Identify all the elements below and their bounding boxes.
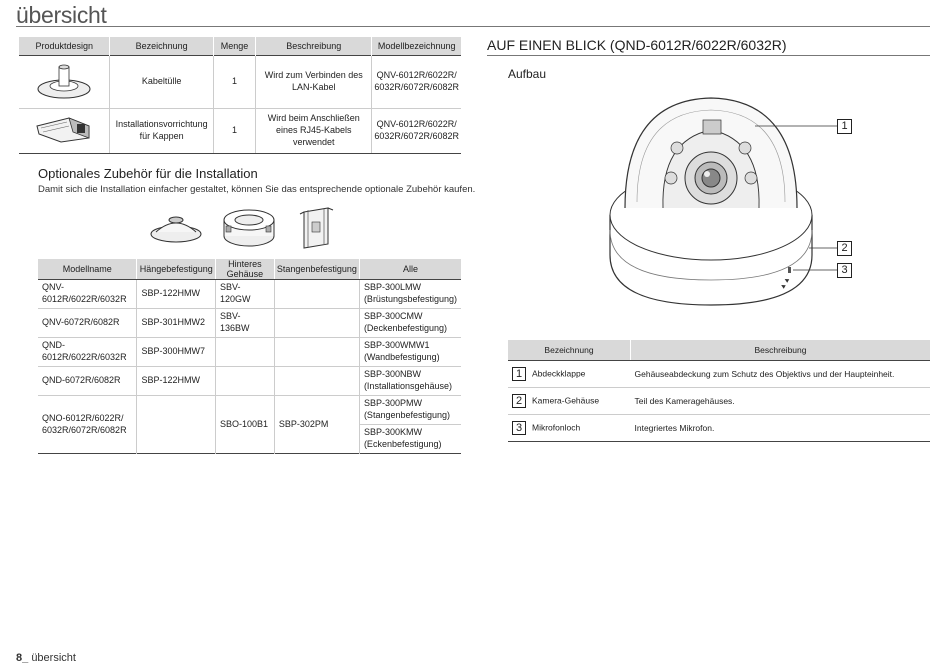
svg-text:▲▲: ▲▲ [778,275,792,291]
all-model: SBP-300KMW [363,427,422,438]
all-model: SBP-300LMW [363,282,421,293]
col-header: Bezeichnung [110,37,213,56]
component-label: Mikrofonloch [532,422,581,433]
parts-table [18,37,461,154]
table-row [38,280,461,309]
all-note: (Eckenbefestigung) [363,439,442,449]
hanging-cell [137,396,216,454]
component-label: Kamera-Gehäuse [532,395,600,406]
component-number: 1 [512,367,526,381]
all-cell [359,425,461,454]
optional-title: Optionales Zubehör für die Installation [38,166,258,181]
table-row [38,338,461,367]
col-header: Beschreibung [631,340,931,361]
parts-name: Kabeltülle [110,56,213,109]
parts-model: QNV-6012R/6022R/ 6032R/6072R/6082R [372,56,461,109]
page-footer [16,652,76,664]
col-header: Modellbezeichnung [372,37,461,56]
component-number: 3 [512,421,526,435]
back-box-icon [220,206,278,250]
pole-cell [274,280,359,309]
model-cell: QND-6012R/6022R/6032R [42,340,127,362]
hanging-mount-icon [148,210,204,246]
footer-section: übersicht [31,652,76,664]
section-rule [487,55,930,56]
parts-desc: Wird beim Anschließen eines RJ45-Kabels verwendet [256,109,372,154]
component-table [508,340,930,442]
table-row [508,415,930,442]
all-model: SBP-300CMW [363,311,423,322]
optional-accessory-table [38,259,461,454]
pole-cell [274,338,359,367]
cable-grommet-icon [19,56,110,109]
header-rule [16,26,930,27]
all-cell [359,309,461,338]
hanging-cell: SBP-122HMW [137,280,216,309]
table-row [38,396,461,425]
table-row [38,309,461,338]
all-model: SBP-300PMW [363,398,422,409]
back-box-cell: SBV-120GW [216,280,275,309]
col-header: Bezeichnung [508,340,631,361]
col-header: Hängebefestigung [137,259,216,280]
all-note: (Brüstungsbefestigung) [363,294,457,304]
component-name [508,415,631,442]
col-header: Alle [359,259,461,280]
component-desc: Integriertes Mikrofon. [634,423,715,433]
model-cell: QNV-6072R/6082R [42,317,120,328]
table-row [19,56,462,109]
back-box-cell [216,367,275,396]
callout-1: 1 [837,119,852,134]
parts-qty: 1 [213,109,255,154]
model-cell: QNV-6012R/6022R/6032R [42,282,127,304]
component-desc: Gehäuseabdeckung zum Schutz des Objektivs und der Haupteinheit. [634,369,895,379]
component-desc: Teil des Kameragehäuses. [634,396,735,406]
all-note: (Installationsgehäuse) [363,381,452,391]
table-row [19,109,462,154]
callout-3: 3 [837,263,852,278]
pole-cell: SBP-302PM [274,396,359,454]
model-cell: QND-6072R/6082R [42,375,121,386]
col-header: Beschreibung [256,37,372,56]
component-name [508,361,631,388]
all-note: (Stangenbefestigung) [363,410,450,420]
page-number: 8_ [16,652,29,664]
parts-model: QNV-6012R/6022R/ 6032R/6072R/6082R [372,109,461,154]
table-row [508,388,930,415]
back-box-cell: SBV-136BW [216,309,275,338]
pole-mount-icon [298,204,336,250]
all-cell [359,396,461,425]
back-box-cell [216,338,275,367]
all-cell [359,338,461,367]
section-subtitle: Aufbau [508,67,547,81]
col-header: Produktdesign [19,37,110,56]
col-header: Menge [213,37,255,56]
component-label: Abdeckklappe [532,368,586,379]
pole-cell [274,309,359,338]
table-row [508,361,930,388]
hanging-cell: SBP-122HMW [137,367,216,396]
optional-description: Damit sich die Installation einfacher gestaltet, können Sie das entsprechende optionale Zubehör kaufen. [38,184,476,195]
cap-installation-tool-icon [19,109,110,154]
component-name [508,388,631,415]
col-header: Hinteres Gehäuse [216,259,275,280]
col-header: Stangenbefestigung [274,259,359,280]
parts-qty: 1 [213,56,255,109]
hanging-cell: SBP-301HMW2 [137,309,216,338]
col-header: Modellname [38,259,137,280]
hanging-cell: SBP-300HMW7 [137,338,216,367]
parts-name: Installationsvorrichtung für Kappen [110,109,213,154]
all-note: (Deckenbefestigung) [363,323,447,333]
section-title: AUF EINEN BLICK (QND-6012R/6022R/6032R) [487,37,787,53]
all-note: (Wandbefestigung) [363,352,440,362]
model-cell: QNO-6012R/6022R/ 6032R/6072R/6082R [42,412,127,435]
pole-cell [274,367,359,396]
all-model: SBP-300WMW1 [363,340,430,351]
chapter-title: übersicht [16,2,107,28]
callout-2: 2 [837,241,852,256]
table-row [38,367,461,396]
all-cell [359,367,461,396]
all-model: SBP-300NBW [363,369,421,380]
component-number: 2 [512,394,526,408]
dome-camera-illustration [605,90,855,310]
back-box-cell: SBO-100B1 [216,396,275,454]
all-cell [359,280,461,309]
parts-desc: Wird zum Verbinden des LAN-Kabel [256,56,372,109]
